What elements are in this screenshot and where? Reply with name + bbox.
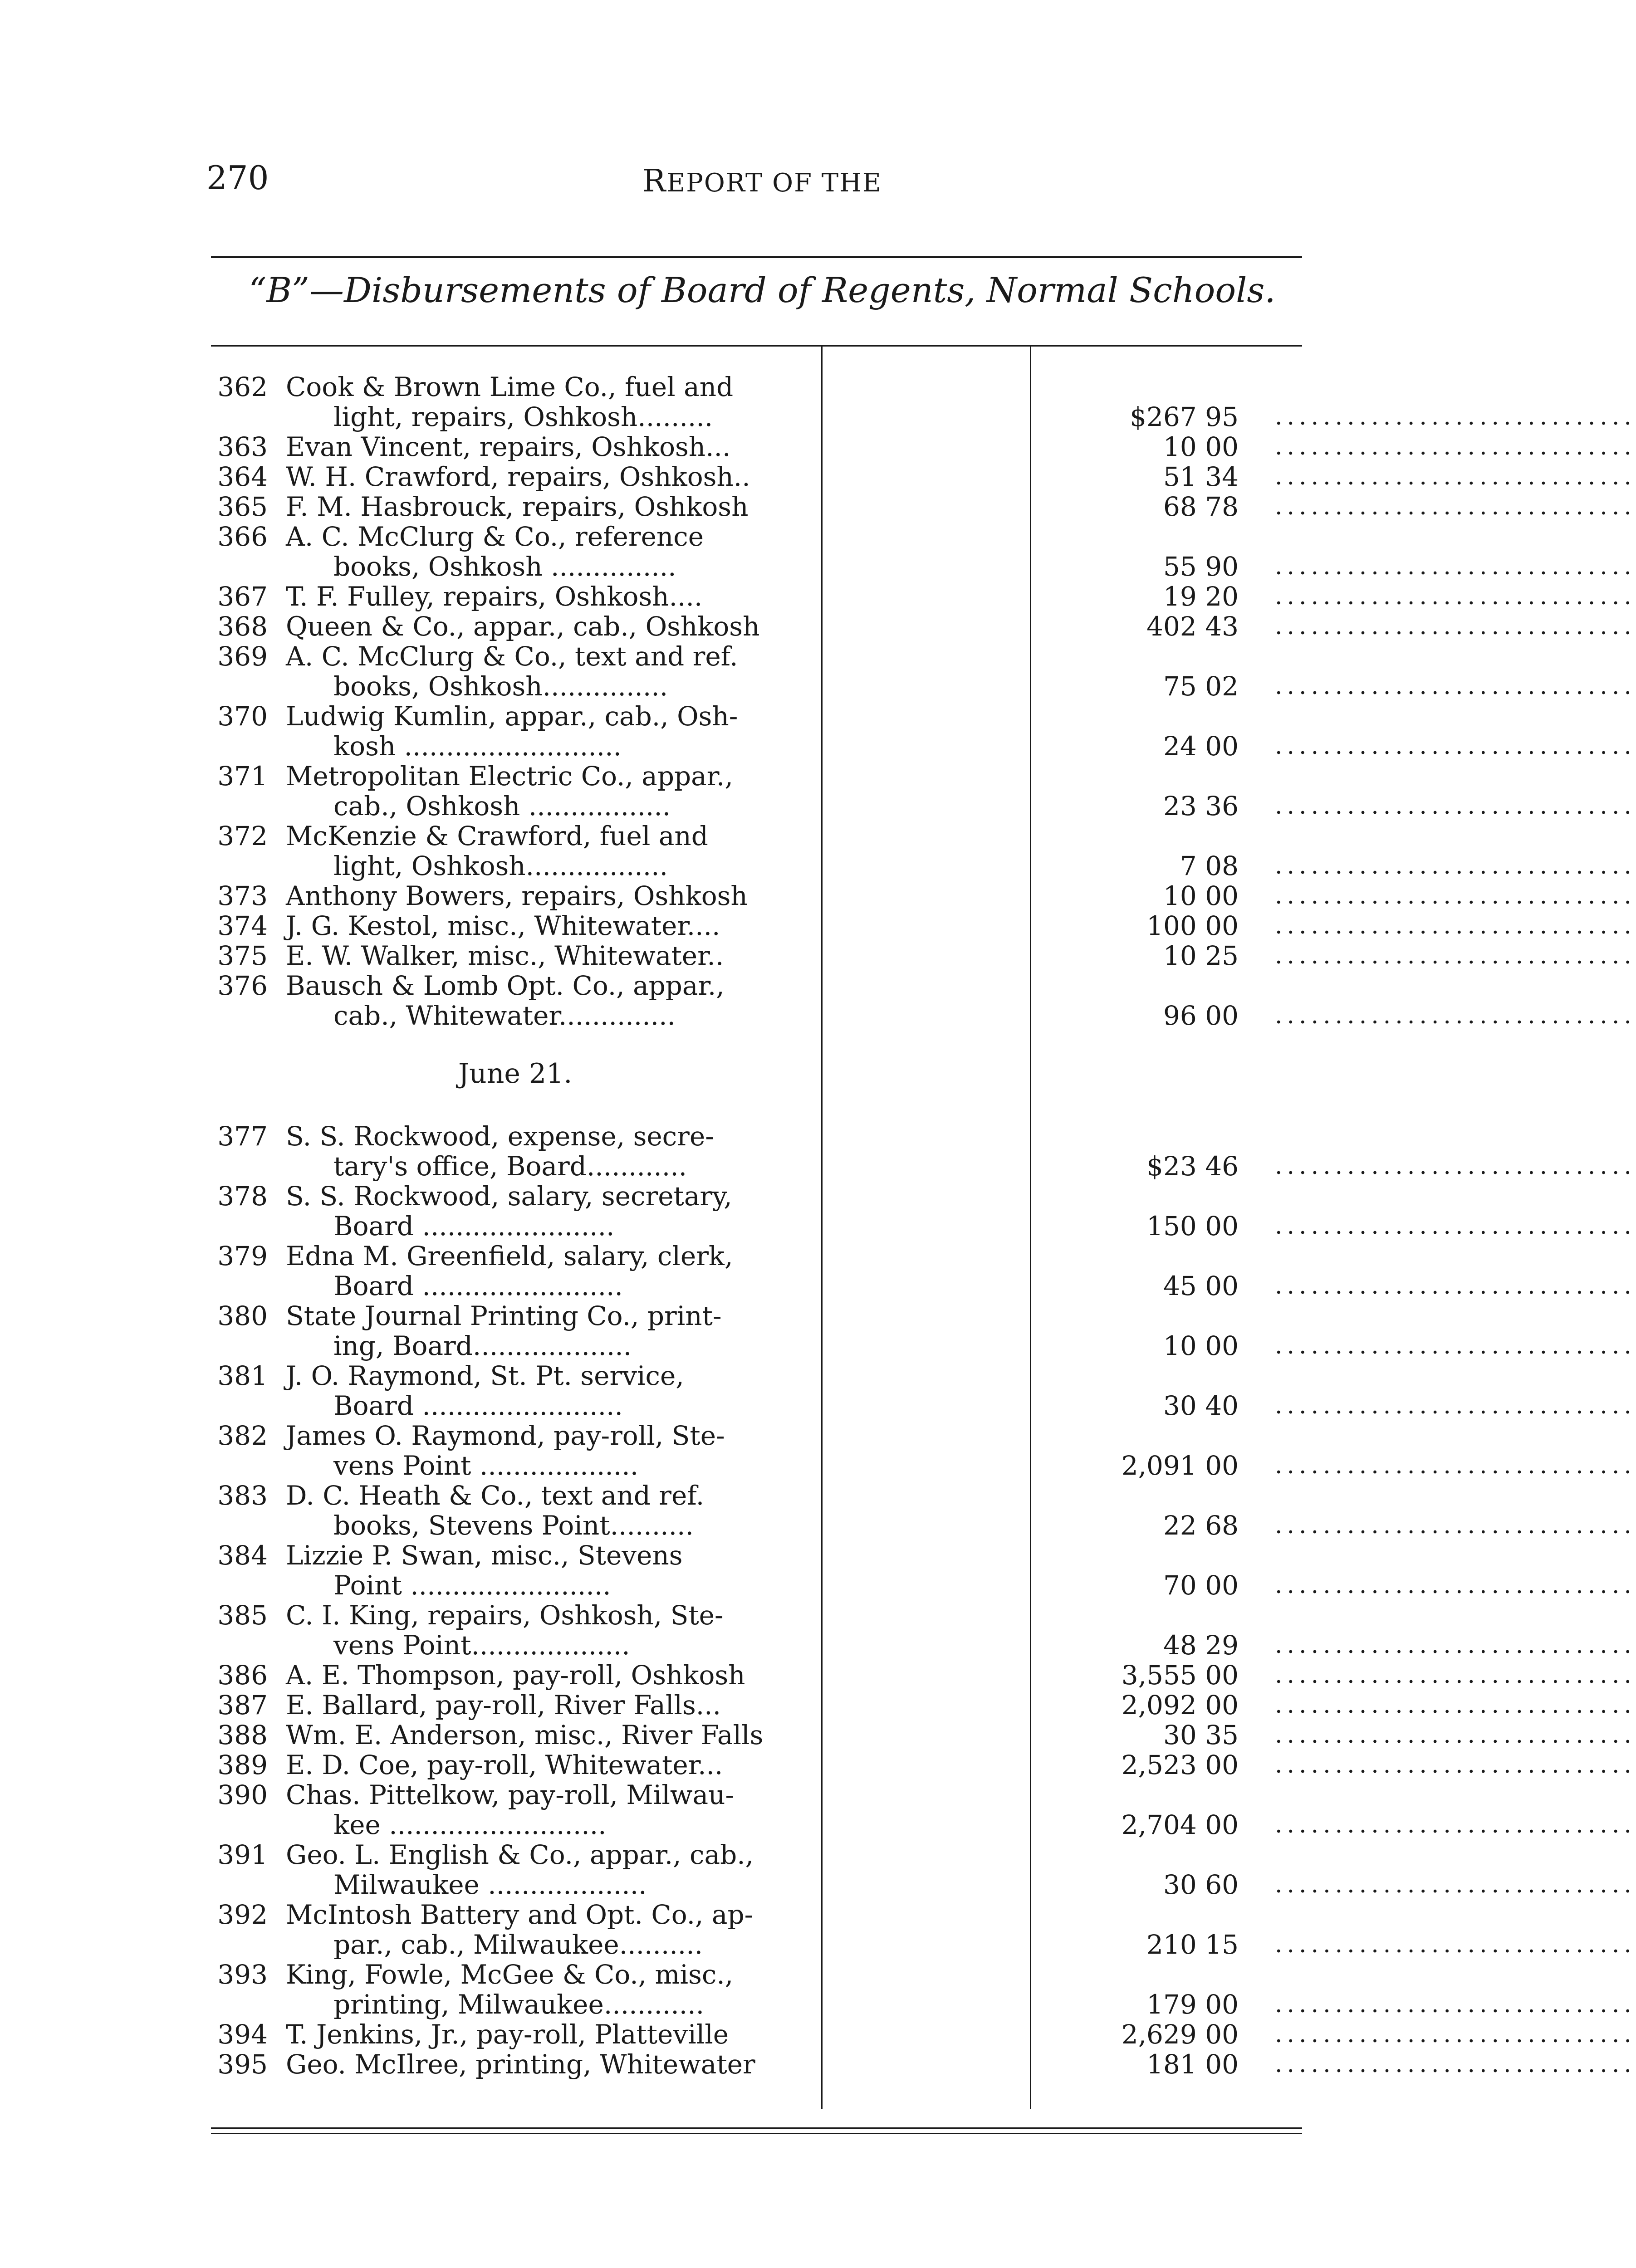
entry-number: 393	[217, 1959, 268, 1990]
entry-amount: 23 36	[1163, 791, 1239, 821]
entry-description-line-1: F. M. Hasbrouck, repairs, Oshkosh	[286, 491, 749, 522]
entry-description	[286, 372, 1030, 432]
table-row	[213, 371, 1636, 432]
entry-description	[286, 1750, 1030, 1780]
entry-amount: 30 60	[1163, 1869, 1239, 1900]
dot-leader: ..............................	[1275, 1691, 1636, 1719]
entry-number: 370	[217, 701, 268, 732]
table-row	[213, 1241, 1636, 1301]
entry-number: 395	[217, 2049, 268, 2080]
entry-description-line-1: T. Jenkins, Jr., pay-roll, Platteville	[286, 2019, 729, 2050]
entry-number: 368	[217, 611, 268, 642]
entry-number: 390	[217, 1779, 268, 1810]
entries-group-a	[213, 371, 1636, 1031]
entry-description	[286, 761, 1030, 821]
entry-description-line-1: James O. Raymond, pay-roll, Ste-	[286, 1420, 725, 1451]
entry-number: 377	[217, 1121, 268, 1152]
table-row	[213, 1839, 1636, 1900]
table-row	[213, 2019, 1636, 2050]
entry-description	[286, 462, 1030, 492]
entry-description-line-1: Queen & Co., appar., cab., Oshkosh	[286, 611, 760, 642]
footer-rule-1	[211, 2127, 1302, 2129]
entry-amount: 55 90	[1163, 551, 1239, 582]
table-row	[213, 491, 1636, 522]
entry-amount: 10 00	[1163, 880, 1239, 911]
entry-amount: 2,629 00	[1121, 2019, 1239, 2050]
table-row	[213, 1480, 1636, 1541]
entry-number: 386	[217, 1660, 268, 1691]
entry-amount: 402 43	[1146, 611, 1239, 642]
entry-description	[286, 1960, 1030, 2019]
entry-description-line-2: ing, Board...................	[333, 1330, 632, 1361]
entry-number: 382	[217, 1420, 268, 1451]
table-row	[213, 1300, 1636, 1361]
entry-description-line-1: D. C. Heath & Co., text and ref.	[286, 1480, 705, 1511]
entry-amount: 2,523 00	[1121, 1750, 1239, 1780]
dot-leader: ..............................	[1275, 493, 1636, 520]
table-row	[213, 970, 1636, 1031]
table-row	[213, 1121, 1636, 1182]
dot-leader: ..............................	[1275, 1332, 1636, 1359]
table-row	[213, 1750, 1636, 1780]
entry-description-line-1: A. C. McClurg & Co., text and ref.	[286, 641, 738, 672]
entry-description-line-1: McKenzie & Crawford, fuel and	[286, 821, 708, 851]
entry-amount: $23 46	[1146, 1151, 1239, 1182]
table-row	[213, 701, 1636, 762]
entry-description	[286, 1181, 1030, 1241]
entry-amount: 30 35	[1163, 1720, 1239, 1750]
entry-description-line-1: W. H. Crawford, repairs, Oshkosh..	[286, 461, 750, 492]
table-row	[213, 940, 1636, 971]
entry-amount: 10 25	[1163, 940, 1239, 971]
table-row	[213, 910, 1636, 941]
dot-leader: ..............................	[1275, 1002, 1636, 1029]
entry-number: 367	[217, 581, 268, 612]
entry-description-line-1: E. W. Walker, misc., Whitewater..	[286, 940, 724, 971]
dot-leader: ..............................	[1275, 553, 1636, 580]
entry-amount: 2,091 00	[1121, 1450, 1239, 1481]
entry-description-line-1: Geo. L. English & Co., appar., cab.,	[286, 1839, 754, 1870]
entry-number: 379	[217, 1241, 268, 1271]
entry-description-line-2: cab., Whitewater..............	[333, 1000, 676, 1031]
entry-description-line-2: kee ..........................	[333, 1809, 607, 1840]
entry-description	[286, 881, 1030, 911]
entry-description-line-1: Edna M. Greenfield, salary, clerk,	[286, 1241, 733, 1271]
entry-description-line-1: State Journal Printing Co., print-	[286, 1300, 722, 1331]
entry-amount: 24 00	[1163, 731, 1239, 762]
entry-number: 371	[217, 761, 268, 792]
entry-description-line-1: Chas. Pittelkow, pay-roll, Milwau-	[286, 1779, 735, 1810]
entry-description	[286, 641, 1030, 701]
dot-leader: ..............................	[1275, 1991, 1636, 2018]
dot-leader: ..............................	[1275, 733, 1636, 760]
dot-leader: ..............................	[1275, 792, 1636, 820]
entry-description	[286, 1421, 1030, 1481]
entry-description	[286, 611, 1030, 641]
entry-description-line-2: Milwaukee ...................	[333, 1869, 647, 1900]
entry-description-line-1: E. Ballard, pay-roll, River Falls...	[286, 1690, 721, 1721]
table-row	[213, 461, 1636, 492]
entry-amount: 2,092 00	[1121, 1690, 1239, 1721]
entry-description-line-1: S. S. Rockwood, expense, secre-	[286, 1121, 714, 1152]
dot-leader: ..............................	[1275, 852, 1636, 880]
running-head-initial: R	[642, 163, 667, 199]
entry-amount: 100 00	[1146, 910, 1239, 941]
entry-description	[286, 2049, 1030, 2079]
disbursements-table	[213, 371, 1636, 2080]
table-row	[213, 2049, 1636, 2080]
entry-amount: 22 68	[1163, 1510, 1239, 1541]
entry-amount: 19 20	[1163, 581, 1239, 612]
entry-description-line-1: S. S. Rockwood, salary, secretary,	[286, 1181, 732, 1212]
entry-amount: $267 95	[1130, 401, 1239, 432]
dot-leader: ..............................	[1275, 1153, 1636, 1180]
dot-leader: ..............................	[1275, 463, 1636, 490]
table-row	[213, 1540, 1636, 1601]
entry-description-line-1: Wm. E. Anderson, misc., River Falls	[286, 1720, 764, 1750]
entry-number: 375	[217, 940, 268, 971]
table-row	[213, 431, 1636, 462]
table-title: “B”—Disbursements of Board of Regents, Normal Schools.	[249, 270, 1276, 310]
dot-leader: ..............................	[1275, 583, 1636, 610]
entry-description-line-1: King, Fowle, McGee & Co., misc.,	[286, 1959, 734, 1990]
entry-number: 383	[217, 1480, 268, 1511]
dot-leader: ..............................	[1275, 942, 1636, 969]
entry-description-line-2: books, Oshkosh ...............	[333, 551, 676, 582]
entry-number: 376	[217, 970, 268, 1001]
entry-description-line-2: kosh ..........................	[333, 731, 622, 762]
entry-number: 392	[217, 1899, 268, 1930]
table-row	[213, 1420, 1636, 1481]
table-row	[213, 581, 1636, 612]
entry-description-line-2: books, Oshkosh...............	[333, 671, 668, 702]
entry-amount: 48 29	[1163, 1630, 1239, 1661]
entry-amount: 3,555 00	[1121, 1660, 1239, 1691]
dot-leader: ..............................	[1275, 403, 1636, 430]
entry-description-line-2: cab., Oshkosh .................	[333, 791, 671, 821]
table-row	[213, 1959, 1636, 2020]
table-row	[213, 1660, 1636, 1691]
entry-description	[286, 1361, 1030, 1421]
entry-number: 366	[217, 521, 268, 552]
running-head-rest: EPORT OF THE	[666, 168, 882, 198]
section-date-heading	[213, 1031, 1293, 1121]
page-number: 270	[206, 159, 269, 197]
entry-description-line-2: books, Stevens Point..........	[333, 1510, 694, 1541]
entry-amount: 75 02	[1163, 671, 1239, 702]
entry-number: 388	[217, 1720, 268, 1750]
entry-amount: 68 78	[1163, 491, 1239, 522]
entry-description	[286, 432, 1030, 462]
entry-description-line-2: Board ........................	[333, 1390, 623, 1421]
dot-leader: ..............................	[1275, 613, 1636, 640]
table-row	[213, 641, 1636, 702]
entry-number: 380	[217, 1300, 268, 1331]
table-row	[213, 880, 1636, 911]
entry-description	[286, 701, 1030, 761]
table-row	[213, 1360, 1636, 1421]
entry-description	[286, 1540, 1030, 1600]
entry-description-line-2: light, Oshkosh.................	[333, 850, 668, 881]
dot-leader: ..............................	[1275, 673, 1636, 700]
entry-number: 373	[217, 880, 268, 911]
entry-amount: 45 00	[1163, 1271, 1239, 1301]
dot-leader: ..............................	[1275, 2051, 1636, 2078]
entry-amount: 10 00	[1163, 1330, 1239, 1361]
entry-description-line-2: tary's office, Board............	[333, 1151, 687, 1182]
entry-description	[286, 2019, 1030, 2049]
entry-amount: 2,704 00	[1121, 1809, 1239, 1840]
table-row	[213, 521, 1636, 582]
entry-number: 391	[217, 1839, 268, 1870]
entry-description-line-2: printing, Milwaukee............	[333, 1989, 705, 2020]
table-row	[213, 821, 1636, 881]
entry-description-line-2: vens Point...................	[333, 1630, 630, 1661]
entry-description	[286, 522, 1030, 582]
entry-amount: 179 00	[1146, 1989, 1239, 2020]
entry-number: 389	[217, 1750, 268, 1780]
entry-description-line-1: Evan Vincent, repairs, Oshkosh...	[286, 431, 731, 462]
entry-amount: 150 00	[1146, 1211, 1239, 1242]
entry-number: 372	[217, 821, 268, 851]
entry-description	[286, 1121, 1030, 1181]
dot-leader: ..............................	[1275, 1871, 1636, 1898]
table-row	[213, 1181, 1636, 1242]
entry-amount: 181 00	[1146, 2049, 1239, 2080]
entry-number: 381	[217, 1360, 268, 1391]
entry-number: 384	[217, 1540, 268, 1571]
entry-description-line-1: Ludwig Kumlin, appar., cab., Osh-	[286, 701, 738, 732]
dot-leader: ..............................	[1275, 2021, 1636, 2048]
section-date: June 21.	[458, 1058, 573, 1090]
table-row	[213, 1899, 1636, 1960]
dot-leader: ..............................	[1275, 1721, 1636, 1749]
dot-leader: ..............................	[1275, 1392, 1636, 1419]
entry-description	[286, 1301, 1030, 1361]
dot-leader: ..............................	[1275, 1811, 1636, 1838]
entry-description-line-1: T. F. Fulley, repairs, Oshkosh....	[286, 581, 703, 612]
entry-description-line-1: McIntosh Battery and Opt. Co., ap-	[286, 1899, 754, 1930]
page-header	[206, 159, 1318, 204]
dot-leader: ..............................	[1275, 1272, 1636, 1300]
entry-description	[286, 911, 1030, 941]
dot-leader: ..............................	[1275, 1212, 1636, 1240]
table-row	[213, 1720, 1636, 1750]
entry-number: 365	[217, 491, 268, 522]
entry-description-line-1: Cook & Brown Lime Co., fuel and	[286, 371, 734, 402]
entry-description-line-1: A. C. McClurg & Co., reference	[286, 521, 704, 552]
entry-description	[286, 1241, 1030, 1301]
entry-amount: 7 08	[1180, 850, 1239, 881]
entry-description-line-2: light, repairs, Oshkosh.........	[333, 401, 713, 432]
entry-description	[286, 941, 1030, 971]
entry-description	[286, 821, 1030, 881]
entry-description	[286, 1840, 1030, 1900]
table-row	[213, 761, 1636, 821]
entry-description	[286, 1900, 1030, 1960]
entry-amount: 10 00	[1163, 431, 1239, 462]
dot-leader: ..............................	[1275, 882, 1636, 909]
entries-group-b	[213, 1121, 1636, 2080]
entry-description	[286, 1600, 1030, 1660]
running-head	[206, 163, 1318, 199]
dot-leader: ..............................	[1275, 1512, 1636, 1539]
entry-description-line-2: par., cab., Milwaukee..........	[333, 1929, 703, 1960]
table-row	[213, 611, 1636, 642]
entry-number: 378	[217, 1181, 268, 1212]
entry-number: 374	[217, 910, 268, 941]
dot-leader: ..............................	[1275, 1751, 1636, 1779]
dot-leader: ..............................	[1275, 433, 1636, 460]
entry-description-line-1: Bausch & Lomb Opt. Co., appar.,	[286, 970, 725, 1001]
entry-description-line-1: J. G. Kestol, misc., Whitewater....	[286, 910, 720, 941]
entry-description-line-2: vens Point ...................	[333, 1450, 639, 1481]
dot-leader: ..............................	[1275, 1452, 1636, 1479]
entry-number: 364	[217, 461, 268, 492]
entry-number: 394	[217, 2019, 268, 2050]
table-row	[213, 1690, 1636, 1721]
entry-amount: 30 40	[1163, 1390, 1239, 1421]
entry-amount: 51 34	[1163, 461, 1239, 492]
entry-description-line-2: Board .......................	[333, 1211, 615, 1242]
entry-amount: 210 15	[1146, 1929, 1239, 1960]
entry-description	[286, 1690, 1030, 1720]
entry-description-line-1: C. I. King, repairs, Oshkosh, Ste-	[286, 1600, 724, 1631]
entry-description-line-1: Geo. McIlree, printing, Whitewater	[286, 2049, 755, 2080]
table-row	[213, 1600, 1636, 1661]
header-rule	[211, 256, 1302, 258]
entry-amount: 70 00	[1163, 1570, 1239, 1601]
entry-description	[286, 492, 1030, 522]
entry-description	[286, 1780, 1030, 1840]
entry-description	[286, 1720, 1030, 1750]
entry-number: 387	[217, 1690, 268, 1721]
footer-rule-2	[211, 2133, 1302, 2134]
dot-leader: ..............................	[1275, 1662, 1636, 1689]
entry-description	[286, 582, 1030, 611]
entry-description-line-1: Anthony Bowers, repairs, Oshkosh	[286, 880, 748, 911]
entry-number: 385	[217, 1600, 268, 1631]
entry-description-line-1: Metropolitan Electric Co., appar.,	[286, 761, 733, 792]
entry-description-line-2: Point ........................	[333, 1570, 611, 1601]
entry-description-line-2: Board ........................	[333, 1271, 623, 1301]
entry-number: 369	[217, 641, 268, 672]
entry-description-line-1: J. O. Raymond, St. Pt. service,	[286, 1360, 684, 1391]
entry-amount: 96 00	[1163, 1000, 1239, 1031]
entry-number: 363	[217, 431, 268, 462]
entry-description	[286, 1481, 1030, 1540]
dot-leader: ..............................	[1275, 912, 1636, 939]
entry-number: 362	[217, 371, 268, 402]
entry-description	[286, 1660, 1030, 1690]
dot-leader: ..............................	[1275, 1931, 1636, 1958]
title-rule	[211, 345, 1302, 347]
entry-description-line-1: A. E. Thompson, pay-roll, Oshkosh	[286, 1660, 745, 1691]
entry-description-line-1: Lizzie P. Swan, misc., Stevens	[286, 1540, 683, 1571]
entry-description	[286, 971, 1030, 1031]
table-row	[213, 1779, 1636, 1840]
dot-leader: ..............................	[1275, 1572, 1636, 1599]
entry-description-line-1: E. D. Coe, pay-roll, Whitewater...	[286, 1750, 723, 1780]
dot-leader: ..............................	[1275, 1632, 1636, 1659]
